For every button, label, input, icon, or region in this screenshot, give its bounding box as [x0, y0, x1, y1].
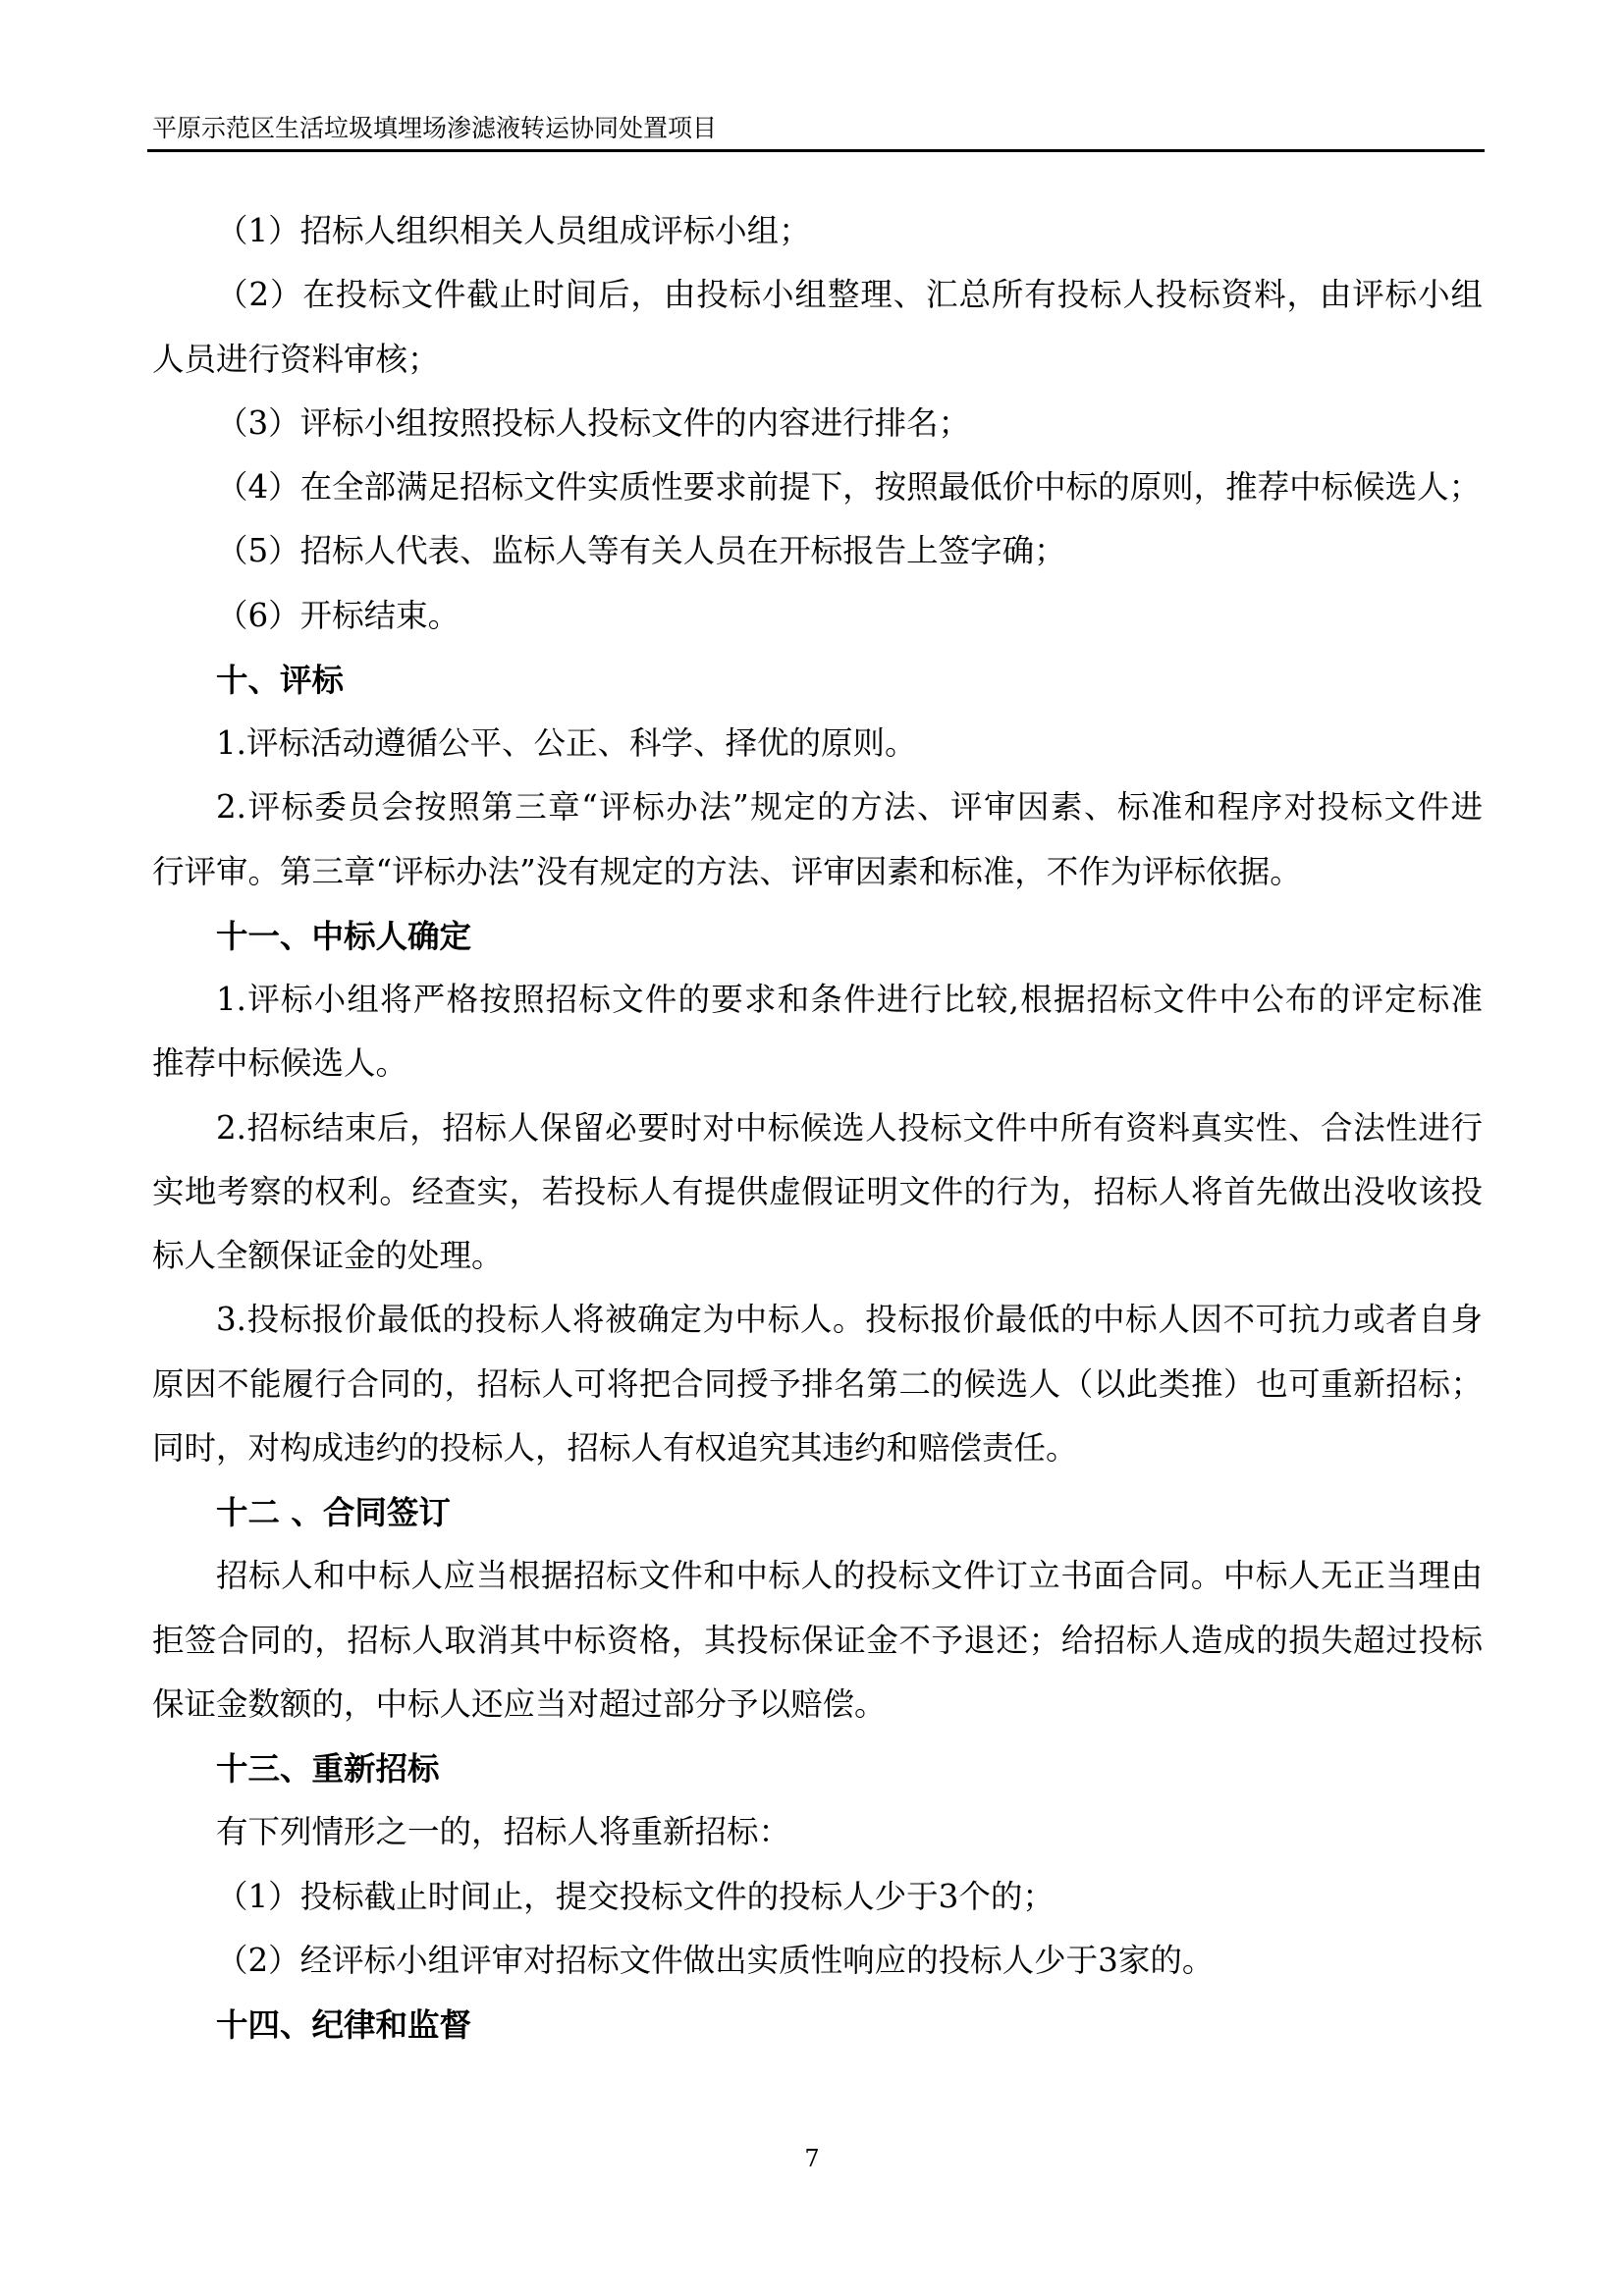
paragraph — [152, 712, 1483, 775]
paragraph-line: 推荐中标候选人。 — [152, 1044, 408, 1083]
section-heading: 十二 、合同签订 — [216, 1493, 451, 1531]
section-discipline-supervision — [152, 1993, 1483, 2056]
step-item — [152, 199, 1483, 263]
paragraph — [152, 775, 1483, 904]
paragraph — [152, 1544, 1483, 1736]
paragraph-line: 2.评标委员会按照第三章“评标办法”规定的方法、评审因素、标准和程序对投标文件进 — [216, 788, 1483, 827]
page-header-title: 平原示范区生活垃圾填埋场渗滤液转运协同处置项目 — [152, 114, 718, 142]
paragraph-line: （2）在投标文件截止时间后，由投标小组整理、汇总所有投标人投标资料，由评标小组 — [216, 276, 1483, 314]
step-item — [152, 455, 1483, 519]
step-item — [152, 519, 1483, 583]
paragraph-line: （1）招标人组织相关人员组成评标小组； — [216, 212, 811, 249]
header-rule — [147, 149, 1485, 152]
paragraph-line: 3.投标报价最低的投标人将被确定为中标人。投标报价最低的中标人因不可抗力或者自身 — [216, 1301, 1483, 1339]
paragraph-line: 有下列情形之一的，招标人将重新招标： — [216, 1813, 791, 1851]
step-item — [152, 584, 1483, 648]
paragraph-line: （5）招标人代表、监标人等有关人员在开标报告上签字确； — [216, 532, 1066, 570]
paragraph-line: （6）开标结束。 — [216, 596, 460, 634]
paragraph — [152, 1800, 1483, 1864]
paragraph-line: 保证金数额的，中标人还应当对超过部分予以赔偿。 — [152, 1684, 887, 1723]
paragraph-line: 标人全额保证金的处理。 — [152, 1237, 504, 1274]
paragraph-line: （1）投标截止时间止，提交投标文件的投标人少于3个的； — [216, 1877, 1055, 1915]
section-heading: 十四、纪律和监督 — [216, 2005, 472, 2044]
paragraph-line: 拒签合同的，招标人取消其中标资格，其投标保证金不予退还；给招标人造成的损失超过投标 — [152, 1621, 1483, 1659]
paragraph-line: （2）经评标小组评审对招标文件做出实质性响应的投标人少于3家的。 — [216, 1941, 1215, 1979]
section-heading: 十三、重新招标 — [216, 1749, 440, 1788]
list-item — [152, 1929, 1483, 1993]
paragraph — [152, 1288, 1483, 1480]
section-heading: 十、评标 — [216, 660, 345, 699]
paragraph-line: 2.招标结束后，招标人保留必要时对中标候选人投标文件中所有资料真实性、合法性进行 — [216, 1108, 1483, 1147]
paragraph-line: （4）在全部满足招标文件实质性要求前提下，按照最低价中标的原则，推荐中标候选人； — [216, 468, 1482, 506]
paragraph-line: 同时，对构成违约的投标人，招标人有权追究其违约和赔偿责任。 — [152, 1428, 1078, 1467]
paragraph-line: 原因不能履行合同的，招标人可将把合同授予排名第二的候选人（以此类推）也可重新招标； — [152, 1364, 1483, 1403]
section-winner-determination — [152, 904, 1483, 1480]
list-item — [152, 1865, 1483, 1929]
paragraph-line: （3）评标小组按照投标人投标文件的内容进行排名； — [216, 403, 971, 442]
section-contract-signing — [152, 1480, 1483, 1736]
paragraph-line: 1.评标小组将严格按照招标文件的要求和条件进行比较,根据招标文件中公布的评定标准 — [216, 981, 1483, 1018]
paragraph-line: 行评审。第三章“评标办法”没有规定的方法、评审因素和标准，不作为评标依据。 — [152, 852, 1302, 890]
section-heading: 十一、中标人确定 — [216, 916, 472, 955]
paragraph-line: 实地考察的权利。经查实，若投标人有提供虚假证明文件的行为，招标人将首先做出没收该投 — [152, 1172, 1483, 1210]
step-item — [152, 392, 1483, 455]
paragraph-line: 人员进行资料审核； — [152, 340, 440, 378]
section-evaluation — [152, 648, 1483, 904]
paragraph-line: 1.评标活动遵循公平、公正、科学、择优的原则。 — [216, 724, 917, 762]
document-body — [152, 199, 1483, 2056]
paragraph-line: 招标人和中标人应当根据招标文件和中标人的投标文件订立书面合同。中标人无正当理由 — [216, 1557, 1483, 1595]
page-number: 7 — [804, 2145, 820, 2172]
paragraph — [152, 968, 1483, 1096]
paragraph — [152, 1096, 1483, 1289]
step-item — [152, 263, 1483, 392]
section-rebidding — [152, 1736, 1483, 1993]
